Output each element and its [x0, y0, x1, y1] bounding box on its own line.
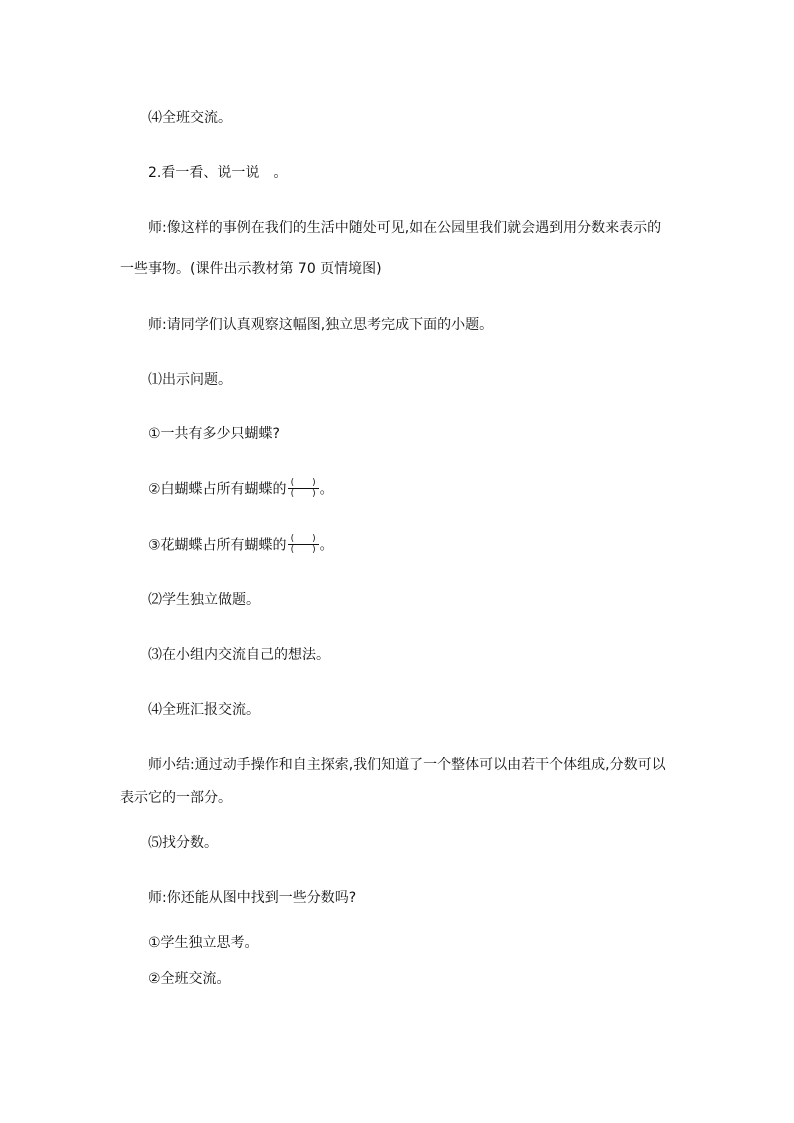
substep-1-think: ①学生独立思考。: [148, 935, 259, 951]
step-1-show-questions: ⑴出示问题。: [148, 372, 232, 388]
question-1: ①一共有多少只蝴蝶?: [148, 426, 280, 442]
step-2-independent-work: ⑵学生独立做题。: [148, 592, 260, 608]
question-2: [148, 479, 334, 500]
question-2-period: 。: [319, 481, 334, 498]
fraction-denominator-blank: ( ): [290, 545, 316, 555]
fraction-numerator-blank: ( ): [288, 534, 319, 545]
step-3-group-exchange: ⑶在小组内交流自己的想法。: [148, 647, 330, 663]
question-3-period: 。: [319, 537, 334, 554]
fraction-denominator-blank: ( ): [290, 489, 316, 499]
teacher-intro-line-1: 师:像这样的事例在我们的生活中随处可见,如在公园里我们就会遇到用分数来表示的: [148, 220, 662, 236]
question-2-text: ②白蝴蝶占所有蝴蝶的: [148, 481, 287, 498]
fraction-blank: [288, 534, 319, 555]
section-2-heading: 2.看一看、说一说 。: [148, 165, 288, 181]
question-3-text: ③花蝴蝶占所有蝴蝶的: [148, 537, 287, 554]
fraction-blank: [288, 478, 319, 499]
teacher-question: 师:你还能从图中找到一些分数吗?: [148, 890, 357, 906]
step-4-class-report: ⑷全班汇报交流。: [148, 702, 260, 718]
teacher-intro-line-2: 一些事物。(课件出示教材第 70 页情境图): [120, 261, 382, 277]
substep-2-class-exchange: ②全班交流。: [148, 971, 231, 987]
teacher-summary-line-2: 表示它的一部分。: [120, 790, 232, 806]
teacher-summary-line-1: 师小结:通过动手操作和自主探索,我们知道了一个整体可以由若干个体组成,分数可以: [148, 757, 666, 773]
teacher-instruction: 师:请同学们认真观察这幅图,独立思考完成下面的小题。: [148, 317, 494, 333]
step-5-find-fractions: ⑸找分数。: [148, 835, 218, 851]
fraction-numerator-blank: ( ): [288, 478, 319, 489]
question-3: [148, 535, 334, 556]
step-4-class-exchange: ⑷全班交流。: [148, 110, 232, 126]
